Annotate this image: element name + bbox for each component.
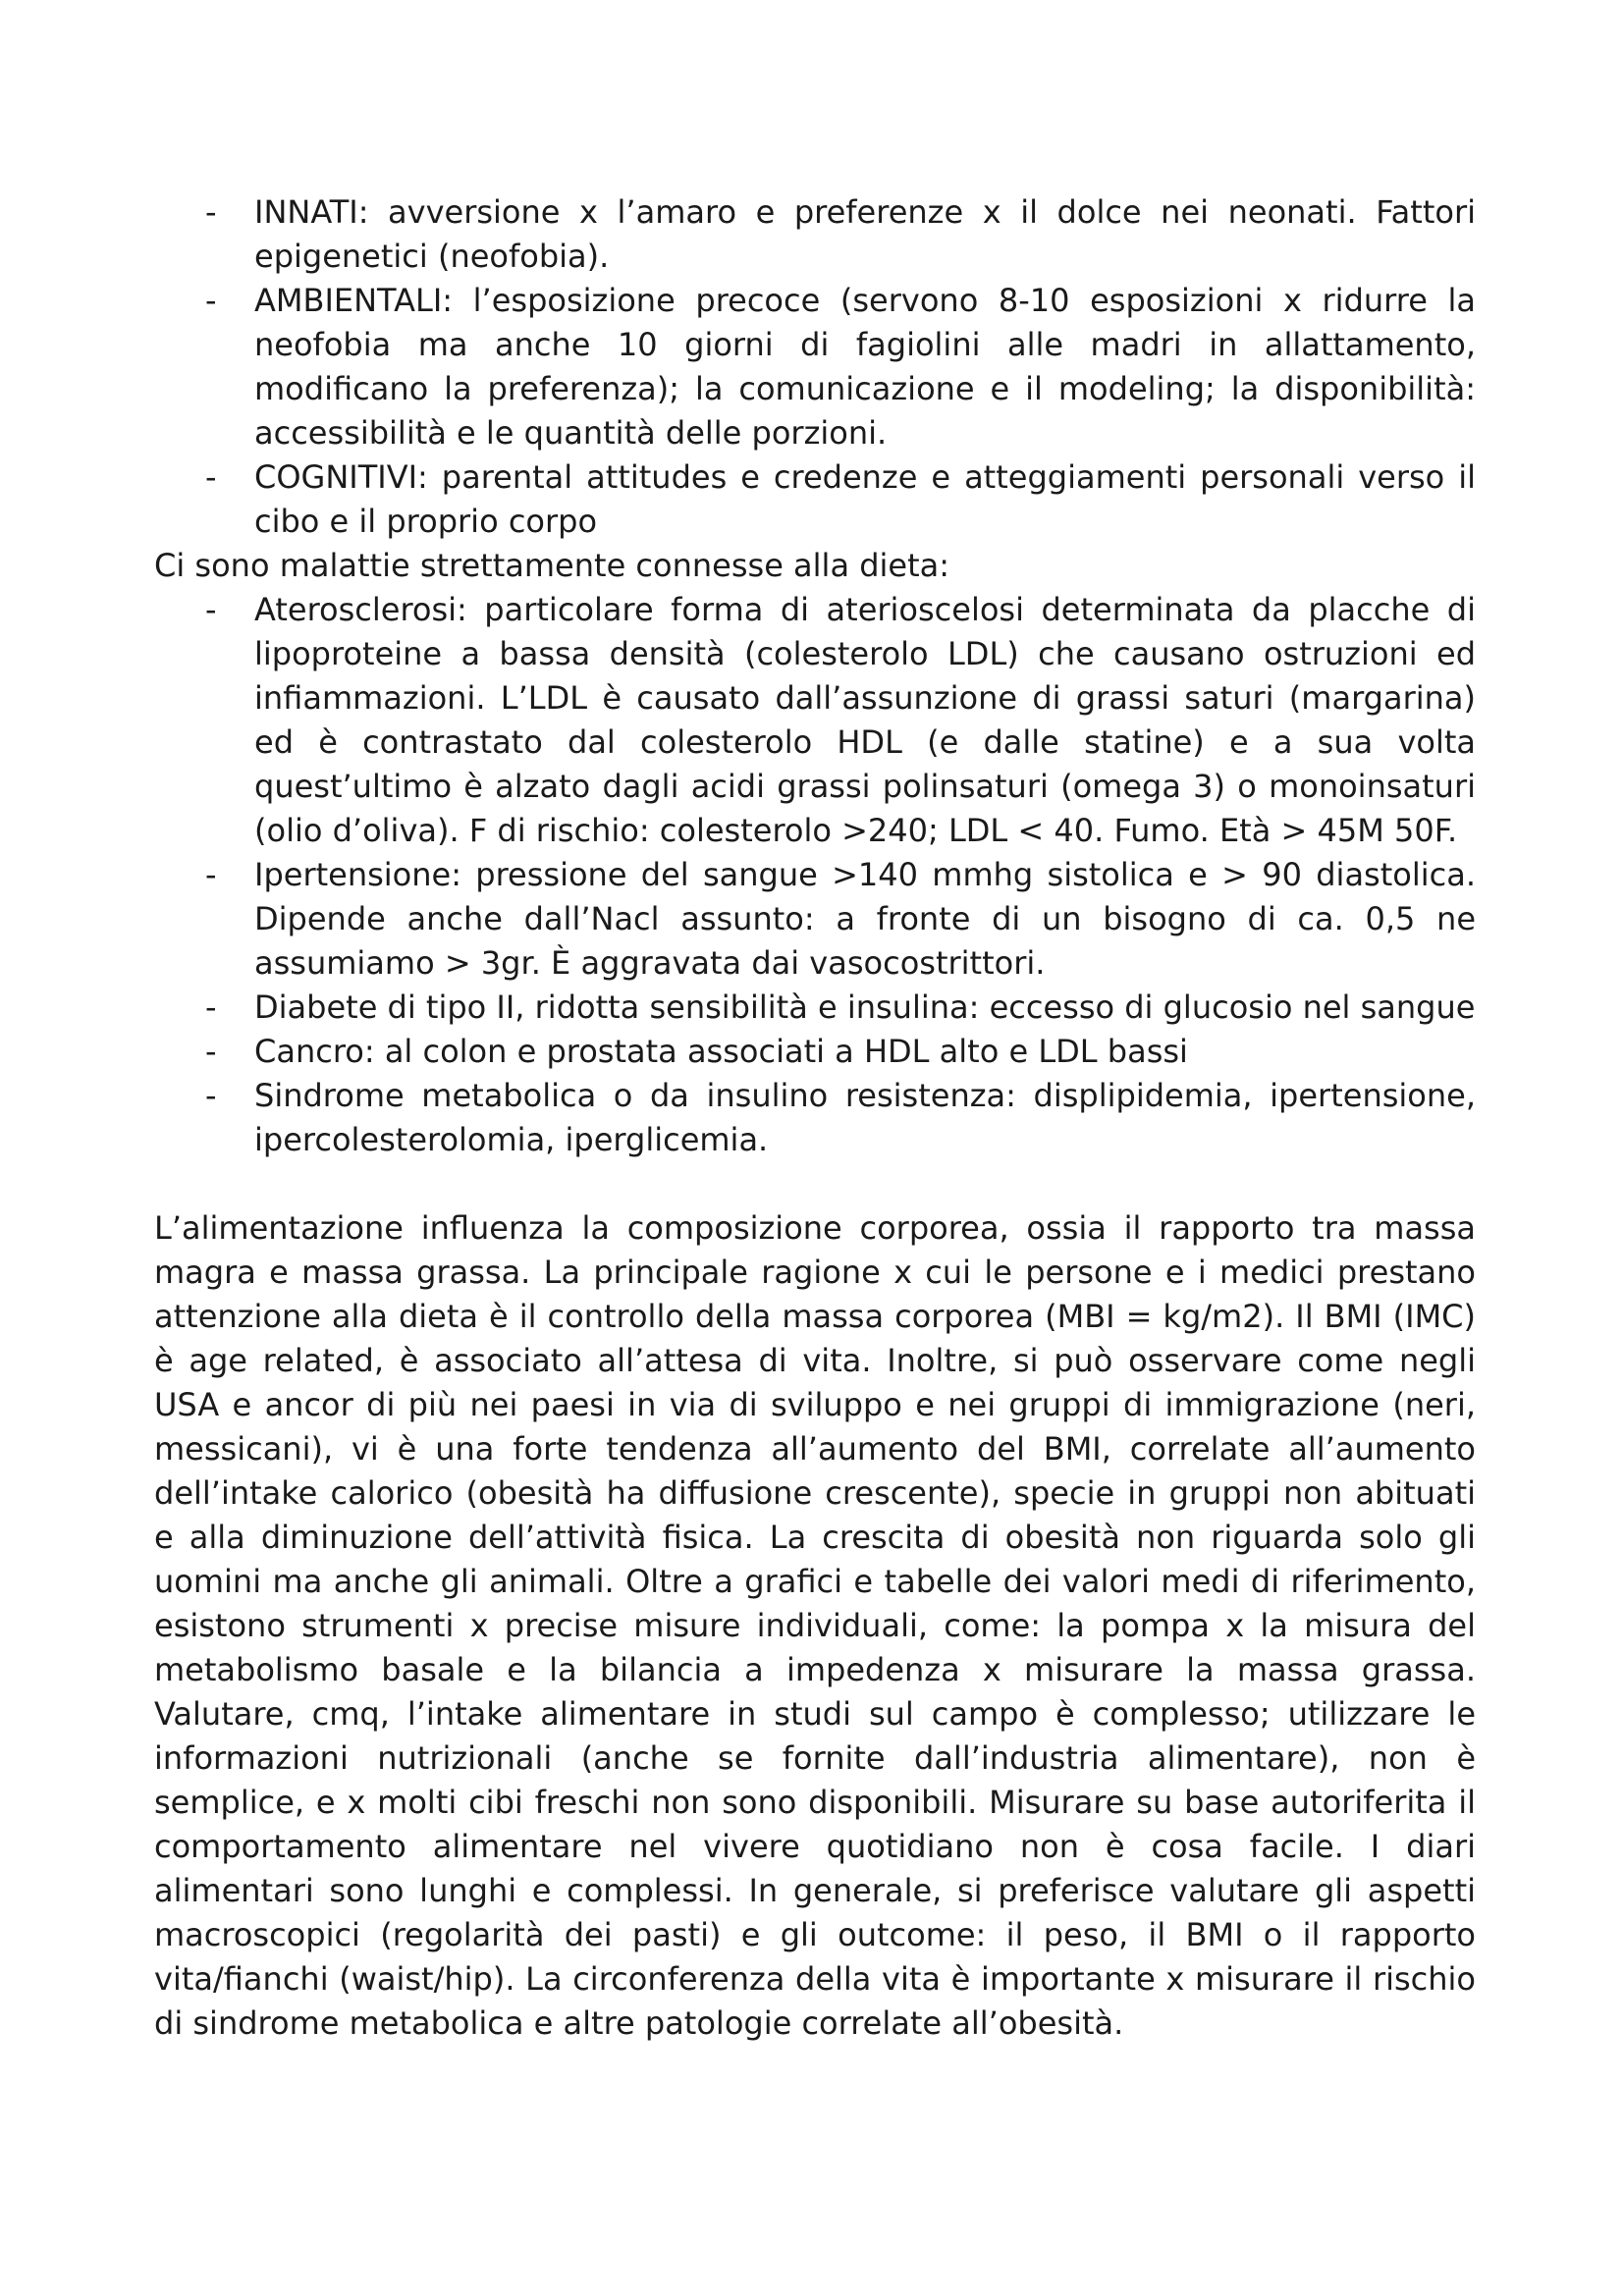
list-item-ipertensione: - Ipertensione: pressione del sangue >140 mmhg sistolica e > 90 diastolica. Dipende anche dall’Nacl assunto: a fronte di un bisogno di ca. 0,5 ne assumiamo > 3gr. È aggravata dai vasocostrittori. (154, 853, 1476, 986)
document-page (154, 190, 1476, 2046)
paragraph-gap (154, 1162, 1476, 1206)
list-item-ambientali: - AMBIENTALI: l’esposizione precoce (servono 8-10 esposizioni x ridurre la neofobia ma anche 10 giorni di fagiolini alle madri in allattamento, modificano la preferenza); la comunicazione e il modeling; la disponibilità: accessibilità e le quantità delle porzioni. (154, 279, 1476, 455)
diseases-list (154, 588, 1476, 1162)
list-item-innati: - INNATI: avversione x l’amaro e preferenze x il dolce nei neonati. Fattori epigenetici (neofobia). (154, 190, 1476, 279)
list-item-aterosclerosi: - Aterosclerosi: particolare forma di aterioscelosi determinata da placche di lipoproteine a bassa densità (colesterolo LDL) che causano ostruzioni ed infiammazioni. L’LDL è causato dall’assunzione di grassi saturi (margarina) ed è contrastato dal colesterolo HDL (e dalle statine) e a sua volta quest’ultimo è alzato dagli acidi grassi polinsaturi (omega 3) o monoinsaturi (olio d’oliva). F di rischio: colesterolo >240; LDL < 40. Fumo. Età > 45M 50F. (154, 588, 1476, 853)
diseases-intro: Ci sono malattie strettamente connesse alla dieta: (154, 547, 950, 584)
list-item-diabete: - Diabete di tipo II, ridotta sensibilità e insulina: eccesso di glucosio nel sangue (154, 986, 1476, 1030)
factors-list (154, 190, 1476, 544)
list-item-cognitivi: - COGNITIVI: parental attitudes e credenze e atteggiamenti personali verso il cibo e il proprio corpo (154, 455, 1476, 544)
list-item-cancro: - Cancro: al colon e prostata associati a HDL alto e LDL bassi (154, 1030, 1476, 1074)
body-paragraph: L’alimentazione influenza la composizione corporea, ossia il rapporto tra massa magra e massa grassa. La principale ragione x cui le persone e i medici prestano attenzione alla dieta è il controllo della massa corporea (MBI = kg/m2). Il BMI (IMC) è age related, è associato all’attesa di vita. Inoltre, si può osservare come negli USA e ancor di più nei paesi in via di sviluppo e nei gruppi di immigrazione (neri, messicani), vi è una forte tendenza all’aumento del BMI, correlate all’aumento dell’intake calorico (obesità ha diffusione crescente), specie in gruppi non abituati e alla diminuzione dell’attività fisica. La crescita di obesità non riguarda solo gli uomini ma anche gli animali. Oltre a grafici e tabelle dei valori medi di riferimento, esistono strumenti x precise misure individuali, come: la pompa x la misura del metabolismo basale e la bilancia a impedenza x misurare la massa grassa. Valutare, cmq, l’intake alimentare in studi sul campo è complesso; utilizzare le informazioni nutrizionali (anche se fornite dall’industria alimentare), non è semplice, e x molti cibi freschi non sono disponibili. Misurare su base autoriferita il comportamento alimentare nel vivere quotidiano non è cosa facile. I diari alimentari sono lunghi e complessi. In generale, si preferisce valutare gli aspetti macroscopici (regolarità dei pasti) e gli outcome: il peso, il BMI o il rapporto vita/fianchi (waist/hip). La circonferenza della vita è importante x misurare il rischio di sindrome metabolica e altre patologie correlate all’obesità. (154, 1209, 1476, 2042)
list-item-sindrome-metabolica: - Sindrome metabolica o da insulino resistenza: displipidemia, ipertensione, ipercolesterolomia, iperglicemia. (154, 1074, 1476, 1162)
